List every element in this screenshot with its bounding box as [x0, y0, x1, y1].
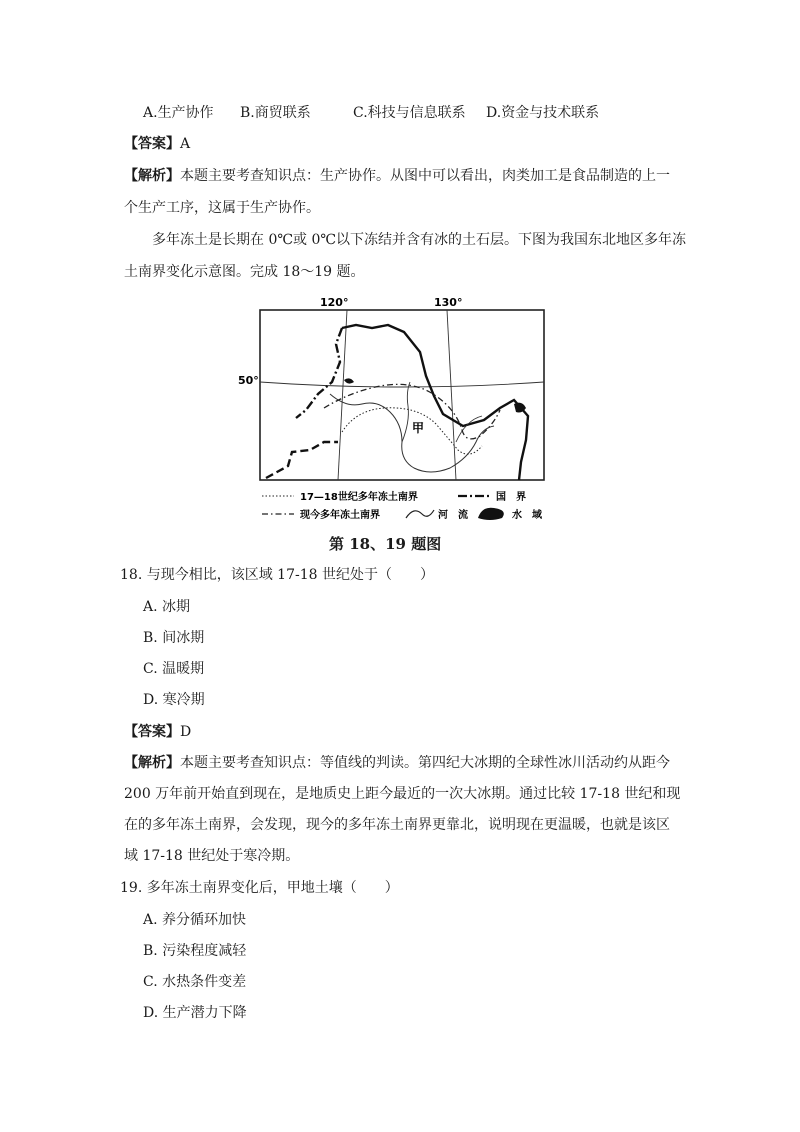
q18-analysis-line-2: 200 万年前开始直到现在，是地质史上距今最近的一次大冰期。通过比较 17-18 世纪和现 — [124, 786, 681, 802]
place-label: 甲 — [412, 421, 425, 435]
western-dashed-line — [266, 442, 338, 478]
answer-tag: 【答案】 — [124, 136, 180, 152]
legend-river-label: 河 流 — [438, 510, 468, 521]
legend — [262, 490, 543, 521]
analysis-tag: 【解析】 — [124, 755, 180, 771]
answer-value: A — [180, 136, 191, 152]
answer-tag: 【答案】 — [124, 724, 180, 740]
lat-50-label: 50° — [238, 374, 259, 387]
analysis-tag: 【解析】 — [124, 168, 180, 184]
lon-120-label: 120° — [320, 296, 349, 309]
lon-130-label: 130° — [434, 296, 463, 309]
legend-river-swatch — [406, 510, 434, 518]
legend-water-label: 水 域 — [512, 510, 542, 521]
meridian-130 — [447, 310, 456, 480]
q18-answer — [124, 722, 191, 742]
legend-border-label: 国 界 — [496, 492, 526, 503]
intro-line-1: 多年冻土是长期在 0℃或 0℃以下冻结并含有冰的土石层。下图为我国东北地区多年冻 — [152, 232, 687, 248]
intro-line-2: 土南界变化示意图。完成 18～19 题。 — [124, 264, 365, 280]
q17-answer — [124, 134, 190, 154]
q18-option-b: B. 间冰期 — [143, 630, 205, 646]
q17-analysis-line-1: 【解析】本题主要考查知识点：生产协作。从图中可以看出，肉类加工是食品制造的上一 — [124, 168, 670, 184]
q19-option-c: C. 水热条件变差 — [143, 974, 247, 990]
q18-option-c: C. 温暖期 — [143, 661, 205, 677]
water-body-2 — [344, 378, 354, 383]
q19-option-d: D. 生产潜力下降 — [143, 1005, 247, 1021]
q17-option-a: A.生产协作 — [143, 105, 214, 121]
q17-option-b: B.商贸联系 — [240, 105, 311, 121]
q18-analysis-line-4: 域 17-18 世纪处于寒冷期。 — [124, 848, 300, 864]
figure-caption: 第 18、19 题图 — [329, 535, 442, 553]
map-frame — [260, 310, 544, 480]
legend-old-boundary-label: 17—18世纪多年冻土南界 — [300, 492, 418, 503]
q18-option-d: D. 寒冷期 — [143, 692, 205, 708]
legend-water-swatch — [478, 508, 504, 520]
river-branch — [402, 382, 410, 442]
q18-stem: 18. 与现今相比，该区域 17-18 世纪处于（ ） — [120, 567, 434, 583]
permafrost-map — [230, 292, 560, 532]
q19-stem: 19. 多年冻土南界变化后，甲地土壤（ ） — [120, 880, 399, 896]
q19-option-a: A. 养分循环加快 — [143, 912, 247, 928]
legend-new-boundary-label: 现今多年冻土南界 — [300, 510, 380, 521]
q19-option-b: B. 污染程度减轻 — [143, 943, 247, 959]
q18-analysis-line-1: 【解析】本题主要考查知识点：等值线的判读。第四纪大冰期的全球性冰川活动约从距今 — [124, 755, 670, 771]
permafrost-map-figure — [230, 292, 560, 560]
q18-option-a: A. 冰期 — [143, 599, 191, 615]
answer-value: D — [180, 724, 192, 740]
national-border-west — [296, 328, 342, 418]
q17-option-d: D.资金与技术联系 — [486, 105, 600, 121]
q17-option-c: C.科技与信息联系 — [353, 105, 466, 121]
q17-analysis-line-2: 个生产工序，这属于生产协作。 — [124, 200, 320, 216]
q18-analysis-line-3: 在的多年冻土南界，会发现，现今的多年冻土南界更靠北，说明现在更温暖，也就是该区 — [124, 817, 670, 833]
